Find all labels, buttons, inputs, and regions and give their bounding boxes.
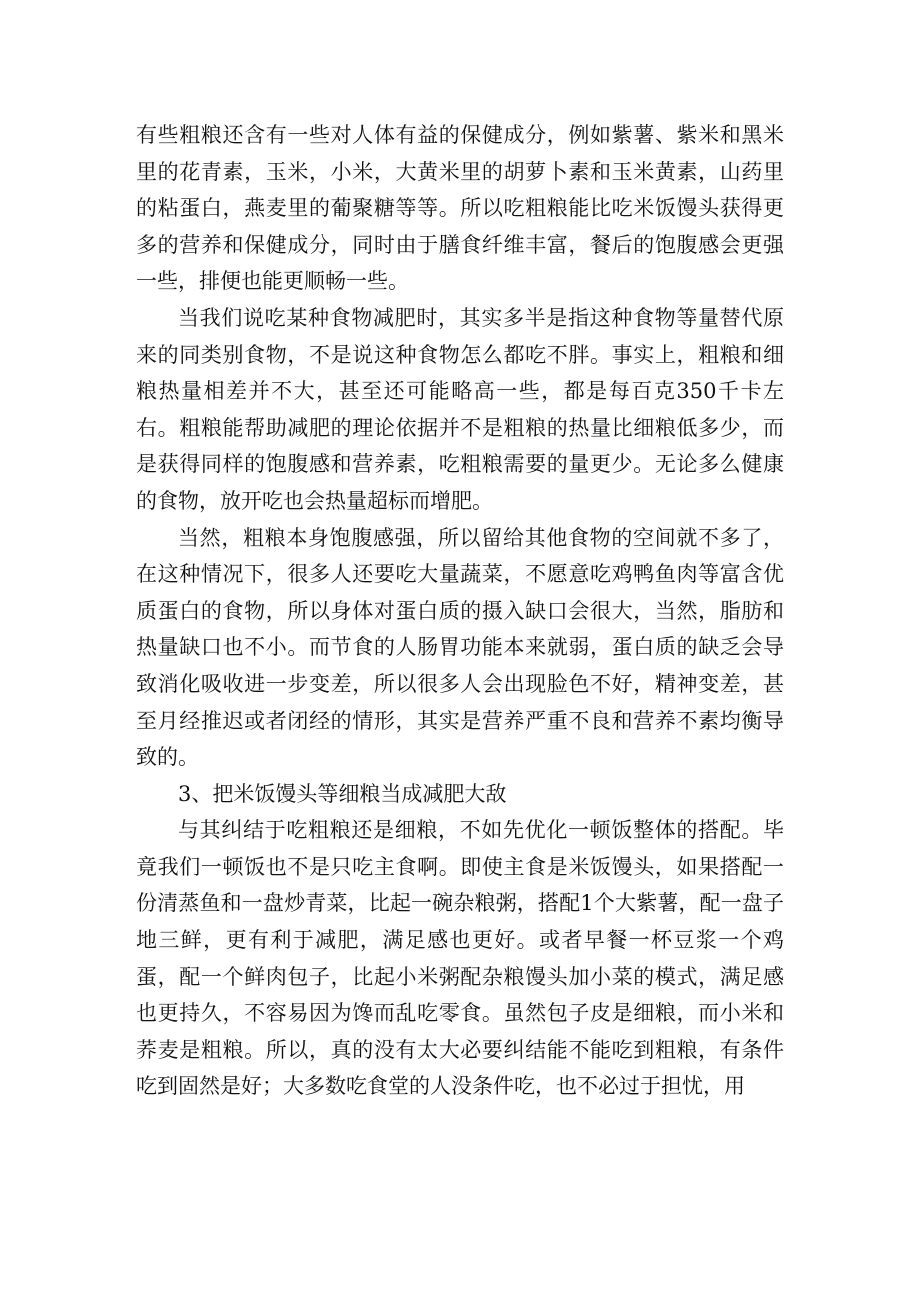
paragraph-2: 当我们说吃某种食物减肥时，其实多半是指这种食物等量替代原来的同类别食物，不是说这种食物怎么都吃不胖。事实上，粗粮和细粮热量相差并不大，甚至还可能略高一些，都是每百克350千卡左右。粗粮能帮助减肥的理论依据并不是粗粮的热量比细粮低多少，而是获得同样的饱腹感和营养素，吃粗粮需要的量更少。无论多么健康的食物，放开吃也会热量超标而增肥。: [136, 305, 784, 513]
paragraph-4: 与其纠结于吃粗粮还是细粮，不如先优化一顿饭整体的搭配。毕竟我们一顿饭也不是只吃主食啊。即使主食是米饭馒头，如果搭配一份清蒸鱼和一盘炒青菜，比起一碗杂粮粥，搭配1个大紫薯，配一盘子地三鲜，更有利于减肥，满足感也更好。或者早餐一杯豆浆一个鸡蛋，配一个鲜肉包子，比起小米粥配杂粮馒头加小菜的模式，满足感也更持久，不容易因为馋而乱吃零食。虽然包子皮是细粮，而小米和荞麦是粗粮。所以，真的没有太大必要纠结能不能吃到粗粮，有条件吃到固然是好；大多数吃食堂的人没条件吃，也不必过于担忧，用: [136, 818, 784, 1099]
paragraph-3: 当然，粗粮本身饱腹感强，所以留给其他食物的空间就不多了，在这种情况下，很多人还要吃大量蔬菜，不愿意吃鸡鸭鱼肉等富含优质蛋白的食物，所以身体对蛋白质的摄入缺口会很大，当然，脂肪和热量缺口也不小。而节食的人肠胃功能本来就弱，蛋白质的缺乏会导致消化吸收进一步变差，所以很多人会出现脸色不好，精神变差，甚至月经推迟或者闭经的情形，其实是营养严重不良和营养不素均衡导致的。: [136, 525, 784, 770]
section-heading: 3、把米饭馒头等细粮当成减肥大敌: [178, 781, 507, 806]
paragraph-1: 有些粗粮还含有一些对人体有益的保健成分，例如紫薯、紫米和黑米里的花青素，玉米，小米，大黄米里的胡萝卜素和玉米黄素，山药里的粘蛋白，燕麦里的葡聚糖等等。所以吃粗粮能比吃米饭馒头获得更多的营养和保健成分，同时由于膳食纤维丰富，餐后的饱腹感会更强一些，排便也能更顺畅一些。: [136, 123, 784, 294]
document-body: [136, 117, 784, 1105]
